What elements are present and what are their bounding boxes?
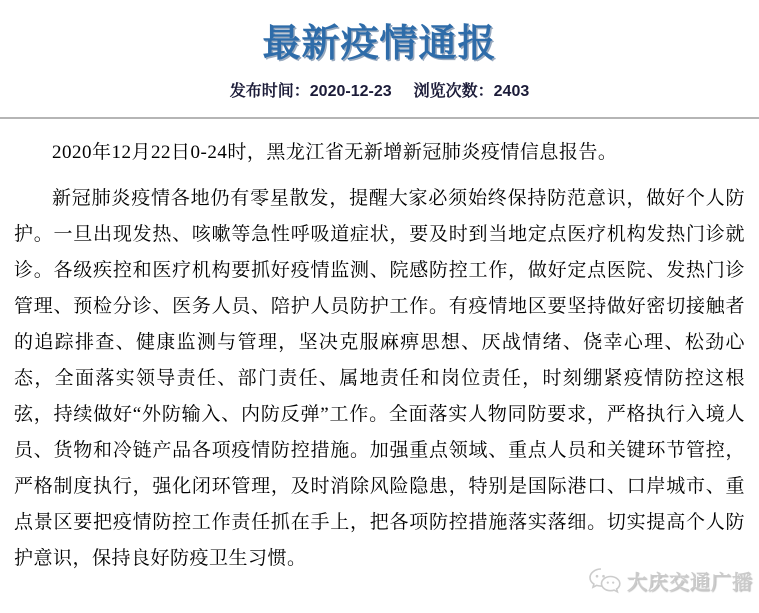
watermark	[588, 566, 753, 595]
page-title: 最新疫情通报	[262, 23, 497, 65]
publish-time-label: 发布时间：	[229, 83, 310, 100]
publish-time	[230, 83, 392, 101]
publish-time-value: 2020-12-23	[309, 83, 392, 100]
header-divider	[0, 117, 759, 119]
view-count-label: 浏览次数：	[413, 83, 494, 100]
view-count	[414, 83, 530, 101]
article-meta	[0, 83, 759, 101]
wechat-bubbles-icon	[588, 567, 622, 595]
view-count-value: 2403	[493, 83, 530, 100]
article-header	[0, 0, 759, 119]
paragraph-guidance: 新冠肺炎疫情各地仍有零星散发，提醒大家必须始终保持防范意识，做好个人防护。一旦出现发热、咳嗽等急性呼吸道症状，要及时到当地定点医疗机构发热门诊就诊。各级疾控和医疗机构要抓好疫情监测、院感防控工作，做好定点医院、发热门诊管理、预检分诊、医务人员、陪护人员防护工作。有疫情地区要坚持做好密切接触者的追踪排查、健康监测与管理，坚决克服麻痹思想、厌战情绪、侥幸心理、松劲心态，全面落实领导责任、部门责任、属地责任和岗位责任，时刻绷紧疫情防控这根弦，持续做好“外防输入、内防反弹”工作。全面落实人物同防要求，严格执行入境人员、货物和冷链产品各项疫情防控措施。加强重点领域、重点人员和关键环节管控，严格制度执行，强化闭环管理，及时消除风险隐患，特别是国际港口、口岸城市、重点景区要把疫情防控工作责任抓在手上，把各项防控措施落实落细。切实提高个人防护意识，保持良好防疫卫生习惯。	[14, 188, 745, 569]
article-body	[0, 127, 759, 577]
paragraph-summary: 2020年12月22日0-24时，黑龙江省无新增新冠肺炎疫情信息报告。	[52, 142, 618, 163]
watermark-label: 大庆交通广播	[627, 572, 753, 594]
